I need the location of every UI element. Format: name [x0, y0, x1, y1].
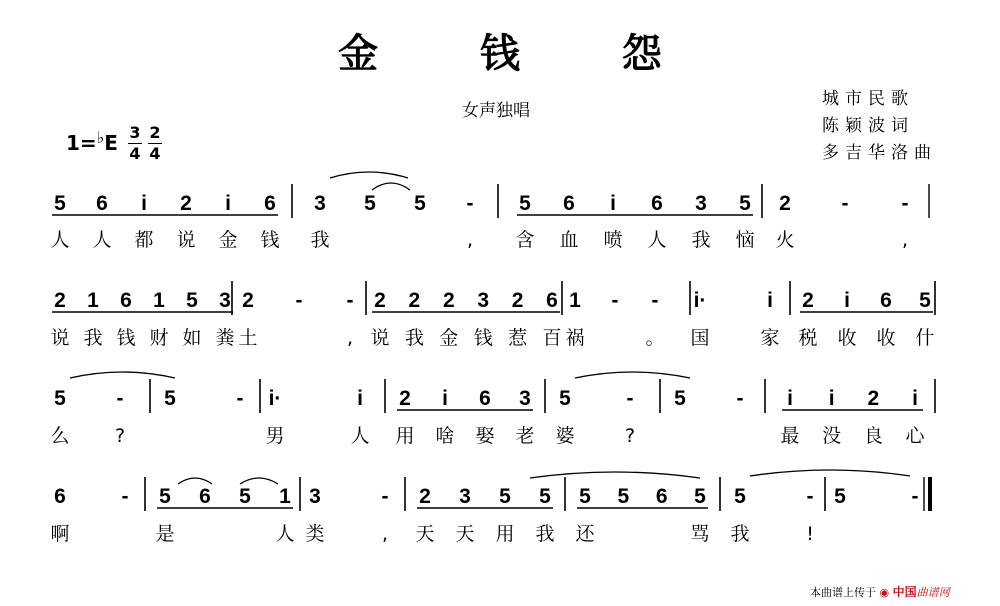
lyric-char: 娶	[475, 425, 495, 447]
site-logo: 中国	[892, 585, 917, 599]
lyric-char: 家	[760, 327, 780, 349]
dash-note: -	[611, 289, 619, 312]
ts-denominator: 4	[149, 144, 161, 163]
lyric-char: ?	[114, 425, 126, 447]
lyric-char: !	[806, 523, 814, 545]
dash-note: -	[346, 289, 354, 312]
jianpu-note: 5	[164, 387, 176, 410]
lyric-char: 我	[310, 229, 330, 251]
jianpu-note: 1	[153, 289, 165, 312]
final-barline	[928, 477, 932, 511]
jianpu-note: 6	[546, 289, 558, 312]
dash-note: -	[911, 485, 919, 508]
jianpu-note: 6	[655, 485, 668, 508]
dash-note: -	[901, 192, 909, 215]
jianpu-note: i·	[693, 289, 707, 312]
jianpu-note: 3	[314, 192, 326, 215]
jianpu-note: 5	[519, 192, 531, 215]
lyric-char: 恼	[735, 229, 755, 251]
footer-watermark	[810, 583, 950, 600]
jianpu-note: 5	[559, 387, 571, 410]
jianpu-note: i	[225, 192, 231, 215]
jianpu-note: 6	[880, 289, 892, 312]
lyric-char: 喷	[603, 229, 623, 251]
jianpu-note: 5	[539, 485, 551, 508]
lyric-char: 人	[275, 523, 295, 545]
lyric-char: 说	[176, 229, 196, 251]
jianpu-note: 2	[802, 289, 814, 312]
lyric-char: 人	[647, 229, 667, 251]
dash-note: -	[841, 192, 849, 215]
dash-note: -	[736, 387, 744, 410]
dash-note: -	[121, 485, 129, 508]
lyric-char: ,	[466, 229, 474, 251]
jianpu-note: 5	[499, 485, 511, 508]
lyric-char: 没	[822, 425, 842, 447]
slur	[178, 478, 212, 484]
jianpu-note: 3	[477, 289, 490, 312]
jianpu-note: 2	[511, 289, 524, 312]
lyric-char: 含	[515, 229, 535, 251]
lyric-char: 钱	[260, 229, 280, 251]
jianpu-note: 2	[867, 387, 880, 410]
jianpu-note: 6	[563, 192, 575, 215]
lyric-char: ,	[901, 229, 909, 251]
ts-denominator: 4	[129, 144, 141, 163]
jianpu-note: 5	[834, 485, 846, 508]
jianpu-note: 5	[674, 387, 686, 410]
jianpu-note: 5	[579, 485, 591, 508]
lyric-char: 百	[542, 327, 562, 349]
jianpu-note: 6	[120, 289, 132, 312]
lyric-char: ,	[346, 327, 354, 349]
jianpu-note: i	[844, 289, 850, 312]
jianpu-note: 5	[694, 485, 706, 508]
lyric-char: 婆	[555, 425, 575, 447]
lyric-char: 都	[134, 229, 154, 251]
jianpu-note: 1	[279, 485, 291, 508]
slur	[750, 470, 910, 476]
lyric-char: ?	[624, 425, 636, 447]
lyric-char: 还	[575, 523, 595, 545]
performance-note: 女声独唱	[462, 101, 530, 121]
lyric-char: 血	[559, 229, 579, 251]
lyric-char: 么	[50, 425, 70, 447]
jianpu-note: 3	[695, 192, 707, 215]
jianpu-note: i	[357, 387, 363, 410]
jianpu-note: 6	[96, 192, 108, 215]
jianpu-note: i	[610, 192, 616, 215]
dash-note: -	[806, 485, 814, 508]
lyric-char: 说	[370, 327, 390, 349]
site-logo-sub: 曲谱网	[916, 586, 950, 599]
slur	[70, 372, 175, 378]
jianpu-note: 5	[186, 289, 198, 312]
lyric-char: 财	[149, 327, 169, 349]
jianpu-note: 3	[309, 485, 321, 508]
jianpu-note: 3	[219, 289, 231, 312]
lyric-char: 最	[780, 425, 800, 447]
jianpu-note: i	[787, 387, 793, 410]
jianpu-note: 2	[399, 387, 411, 410]
jianpu-note: 5	[617, 485, 630, 508]
lyric-char: 收	[837, 327, 857, 349]
jianpu-note: 5	[919, 289, 931, 312]
lyric-char: 啥	[435, 425, 455, 447]
lyric-char: 啊	[50, 523, 70, 545]
lyric-char: 我	[83, 327, 103, 349]
credit-composer: 多吉华洛曲	[822, 143, 937, 163]
credit-genre: 城市民歌	[822, 89, 914, 109]
lyric-char: 用	[495, 523, 515, 545]
site-logo-icon: ◉	[879, 586, 890, 599]
slur	[372, 183, 410, 190]
jianpu-note: i·	[268, 387, 282, 410]
credit-lyricist: 陈颖波词	[822, 116, 914, 136]
jianpu-note: 6	[479, 387, 491, 410]
lyric-char: 我	[404, 327, 424, 349]
lyric-char: 火	[775, 229, 795, 251]
jianpu-note: 5	[54, 192, 66, 215]
lyric-char: 人	[50, 229, 70, 251]
jianpu-note: 6	[264, 192, 276, 215]
lyric-char: 人	[350, 425, 370, 447]
key-note: E	[104, 131, 118, 155]
dash-note: -	[466, 192, 474, 215]
dash-note: -	[626, 387, 634, 410]
song-title: 金 钱 怨	[338, 30, 706, 77]
jianpu-note: i	[912, 387, 918, 410]
key-prefix: 1=	[66, 131, 97, 155]
slur	[530, 472, 700, 478]
lyric-char: 天	[455, 523, 475, 545]
lyric-char: 什	[915, 327, 935, 349]
lyric-char: 钱	[473, 327, 493, 349]
jianpu-note: 1	[569, 289, 581, 312]
jianpu-note: 2	[419, 485, 431, 508]
lyric-char: 金	[439, 327, 459, 349]
jianpu-note: 1	[87, 289, 99, 312]
lyric-char: 男	[265, 425, 285, 447]
lyric-char: 我	[730, 523, 750, 545]
jianpu-note: 5	[414, 192, 426, 215]
jianpu-note: i	[442, 387, 448, 410]
lyric-char: 。	[645, 327, 665, 349]
lyric-char: 粪	[215, 327, 235, 349]
lyric-char: 收	[876, 327, 896, 349]
lyric-char: 是	[155, 523, 175, 545]
ts-numerator: 3	[129, 123, 141, 142]
lyric-char: 人	[92, 229, 112, 251]
jianpu-note: 2	[242, 289, 254, 312]
lyric-char: ,	[381, 523, 389, 545]
jianpu-note: 5	[54, 387, 66, 410]
jianpu-note: 2	[54, 289, 66, 312]
jianpu-note: 3	[519, 387, 531, 410]
lyric-char: 说	[50, 327, 70, 349]
lyric-char: 惹	[508, 327, 528, 349]
jianpu-note: i	[828, 387, 835, 410]
jianpu-note: 5	[159, 485, 171, 508]
jianpu-note: 2	[408, 289, 421, 312]
lyric-char: 金	[218, 229, 238, 251]
jianpu-note: i	[767, 289, 773, 312]
dash-note: -	[651, 289, 659, 312]
jianpu-note: 2	[180, 192, 192, 215]
slur	[330, 172, 408, 178]
lyric-char: 钱	[116, 327, 136, 349]
slur	[240, 478, 278, 484]
jianpu-note: 2	[442, 289, 455, 312]
jianpu-note: 6	[54, 485, 66, 508]
jianpu-note: 5	[364, 192, 376, 215]
jianpu-note: 6	[199, 485, 211, 508]
lyric-char: 祸	[565, 327, 585, 349]
jianpu-note: 5	[239, 485, 251, 508]
jianpu-note: 5	[734, 485, 746, 508]
dash-note: -	[381, 485, 389, 508]
jianpu-note: 5	[739, 192, 751, 215]
lyric-char: 良	[863, 425, 883, 447]
lyric-char: 土	[238, 327, 258, 349]
lyric-char: 我	[535, 523, 555, 545]
lyric-char: 税	[798, 327, 818, 349]
footer-text: 本曲谱上传于	[810, 586, 876, 599]
jianpu-note: 2	[779, 192, 791, 215]
dash-note: -	[236, 387, 244, 410]
lyric-char: 用	[395, 425, 415, 447]
dash-note: -	[116, 387, 124, 410]
lyric-char: 老	[515, 425, 535, 447]
dash-note: -	[295, 289, 303, 312]
lyric-char: 如	[182, 327, 202, 349]
jianpu-note: 3	[459, 485, 471, 508]
lyric-char: 国	[690, 327, 710, 349]
lyric-char: 天	[415, 523, 435, 545]
ts-numerator: 2	[149, 123, 161, 142]
slur	[575, 372, 690, 378]
lyric-char: 骂	[690, 523, 710, 545]
lyric-char: 我	[691, 229, 711, 251]
jianpu-note: 6	[651, 192, 663, 215]
jianpu-note: i	[141, 192, 147, 215]
lyric-char: 类	[305, 523, 325, 545]
jianpu-note: 2	[374, 289, 386, 312]
flat-sign: ♭	[96, 128, 105, 147]
lyric-char: 心	[905, 425, 925, 447]
